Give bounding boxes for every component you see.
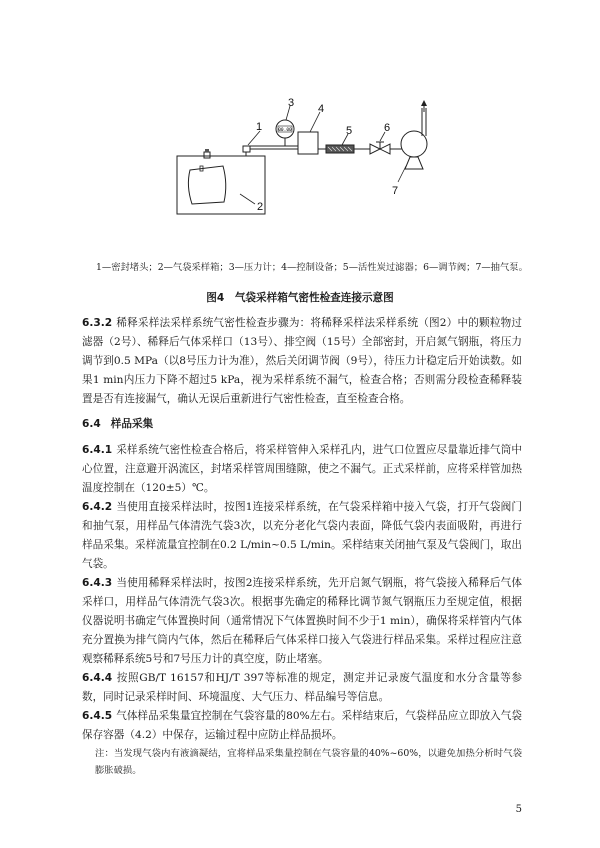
clause-6-4-3 [82,574,522,669]
clause-text: 气体样品采集量宜控制在气袋容量的80%左右。采样结束后，气袋样品应立即放入气袋保存容器（4.2）中保存，运输过程中应防止样品损坏。 [82,710,522,741]
clause-6-4-1 [82,441,522,498]
clause-text: 按照GB/T 16157和HJ/T 397等标准的规定，测定并记录废气温度和水分含量等参数，同时记录采样时间、环境温度、大气压力、样品编号等信息。 [82,672,522,703]
label-5: 5 [346,125,353,137]
box-inlet-cap [205,149,209,152]
label-2: 2 [257,201,264,213]
clause-number: 6.4.5 [82,710,113,722]
sealing-plug [243,146,250,152]
label-6: 6 [384,122,391,134]
label-1: 1 [256,121,263,133]
note: 注：当发现气袋内有液滴凝结，宜将样品采集量控制在气袋容量的40%~60%，以避免加热分析时气袋膨胀破损。 [95,748,522,776]
section-number: 6.4 [82,418,101,430]
airtightness-diagram [160,94,460,216]
figure-caption: 图4 气袋采样箱气密性检查连接示意图 [206,292,394,304]
control-device [298,132,318,154]
label-4: 4 [318,103,325,115]
clause-text: 当使用直接采样法时，按图1连接采样系统，在气袋采样箱中接入气袋，打开气袋阀门和抽气泵，用样品气体清洗气袋3次，以充分老化气袋内表面，降低气袋内表面吸附，再进行样品采集。采样流量宜控制在0.2 L/min~0.5 L/min。采样结束关闭抽气泵及气袋阀门，取出气袋。 [82,501,522,570]
label-7: 7 [392,185,399,197]
clause-text: 稀释采样法采样系统气密性检查步骤为：将稀释采样法采样系统（图2）中的颗粒物过滤器（2号）、稀释后气体采样口（13号）、排空阀（15号）全部密封，开启氮气钢瓶，将压力调节到0.5 MPa（以8号压力计为准），然后关闭调节阀（9号），待压力计稳定后开始读数。如果1 min内压力下降不超过5 kPa，视为采样系统不漏气，检查合格；否则需分段检查稀释装置是否有连接漏气，确认无误后重新进行气密性检查，直至检查合格。 [82,317,522,405]
clause-number: 6.4.4 [82,672,113,684]
section-heading-6-4 [82,416,153,431]
clause-6-4-2 [82,498,522,574]
clause-6-4-4 [82,669,522,707]
clause-number: 6.4.3 [82,577,113,589]
clause-6-3-2 [82,314,522,409]
gas-bag-sampling-box [177,156,265,214]
label-3: 3 [288,97,295,109]
gas-bag [188,166,225,204]
page-number: 5 [515,804,522,815]
clause-number: 6.4.1 [82,444,113,456]
box-inlet [204,152,210,158]
suction-pump [401,131,427,157]
clause-6-4-5 [82,707,522,745]
section-title: 样品采集 [110,418,154,430]
clause-text: 采样系统气密性检查合格后，将采样管伸入采样孔内，进气口位置应尽量靠近排气筒中心位置，注意避开涡流区，封堵采样管周围缝隙，使之不漏气。正式采样前，应将采样管加热温度控制在（120±5）℃。 [82,444,522,494]
exhaust-pipe [422,108,426,136]
clause-number: 6.3.2 [82,317,113,329]
clause-text: 当使用稀释采样法时，按图2连接采样系统，先开启氮气钢瓶，将气袋接入稀释后气体采样口，用样品气体清洗气袋3次。根据事先确定的稀释比调节氮气钢瓶压力至规定值，根据仪器说明书确定气体置换时间（通常情况下气体置换时间不少于1 min），确保将采样管内气体充分置换为排气筒内气体，然后在稀释后气体采样口接入气袋进行样品采集。采样过程应注意观察稀释系统5号和7号压力计的真空度，防止堵塞。 [82,577,522,665]
gauge-readout: 00.00 [278,128,292,133]
figure-legend: 1—密封堵头；2—气袋采样箱；3—压力计；4—控制设备；5—活性炭过滤器；6—调节阀；7—抽气泵。 [96,262,528,273]
clause-number: 6.4.2 [82,501,113,513]
